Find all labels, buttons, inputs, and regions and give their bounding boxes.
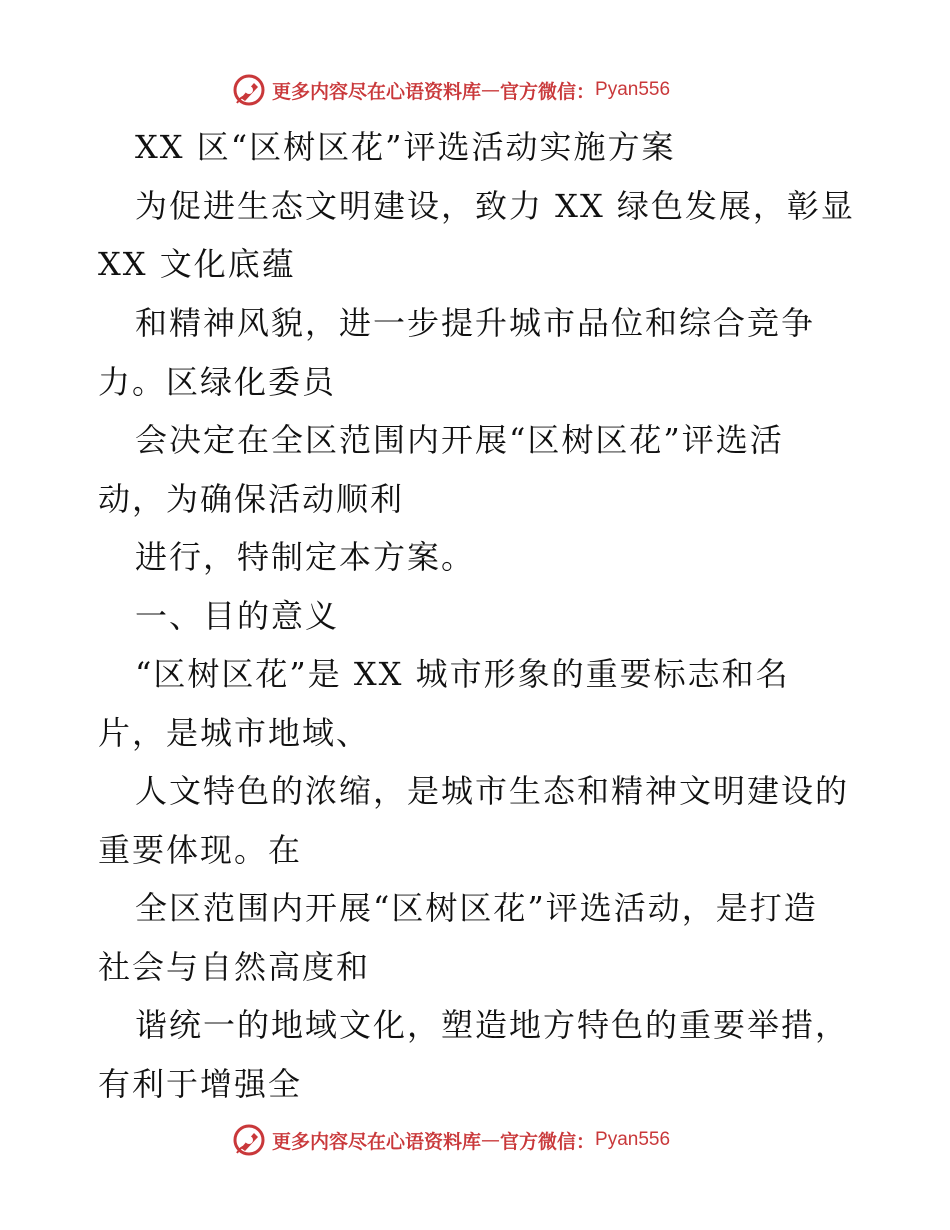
paragraph-line: 重要体现。在 <box>98 831 303 869</box>
paragraph-line: 进行，特制定本方案。 <box>135 538 476 576</box>
paragraph-line: 人文特色的浓缩，是城市生态和精神文明建设的 <box>135 772 850 810</box>
paragraph-line: 为促进生态文明建设，致力 XX 绿色发展，彰显 <box>135 187 855 225</box>
watermark-text: 更多内容尽在心语资料库 <box>272 80 482 103</box>
paragraph-line: 全区范围内开展“区树区花”评选活动，是打造 <box>135 889 818 927</box>
header-watermark <box>232 70 670 110</box>
watermark-contact: 官方微信： <box>500 1130 596 1153</box>
paragraph-line: XX 文化底蕴 <box>98 245 296 283</box>
watermark-contact: 官方微信： <box>500 80 596 103</box>
watermark-separator: — <box>481 1129 501 1151</box>
paragraph-line: 片，是城市地域、 <box>98 714 371 752</box>
paragraph-line: 有利于增强全 <box>98 1065 303 1103</box>
paragraph-line: 动，为确保活动顺利 <box>98 480 405 518</box>
footer-watermark <box>232 1120 670 1160</box>
pen-logo-icon <box>232 73 266 107</box>
paragraph-line: 力。区绿化委员 <box>98 363 337 401</box>
paragraph-line: 会决定在全区范围内开展“区树区花”评选活 <box>135 421 784 459</box>
paragraph-line: 和精神风貌，进一步提升城市品位和综合竞争 <box>135 304 816 342</box>
paragraph-line: 谐统一的地域文化，塑造地方特色的重要举措， <box>135 1006 850 1044</box>
pen-logo-icon <box>232 1123 266 1157</box>
watermark-id: Pyan556 <box>595 79 671 100</box>
watermark-id: Pyan556 <box>595 1129 671 1150</box>
paragraph-line: “区树区花”是 XX 城市形象的重要标志和名 <box>135 655 790 693</box>
paragraph-line: 社会与自然高度和 <box>98 948 371 986</box>
watermark-separator: — <box>481 79 501 101</box>
watermark-text: 更多内容尽在心语资料库 <box>272 1130 482 1153</box>
document-title: XX 区“区树区花”评选活动实施方案 <box>135 128 676 166</box>
section-heading: 一、目的意义 <box>135 597 340 635</box>
